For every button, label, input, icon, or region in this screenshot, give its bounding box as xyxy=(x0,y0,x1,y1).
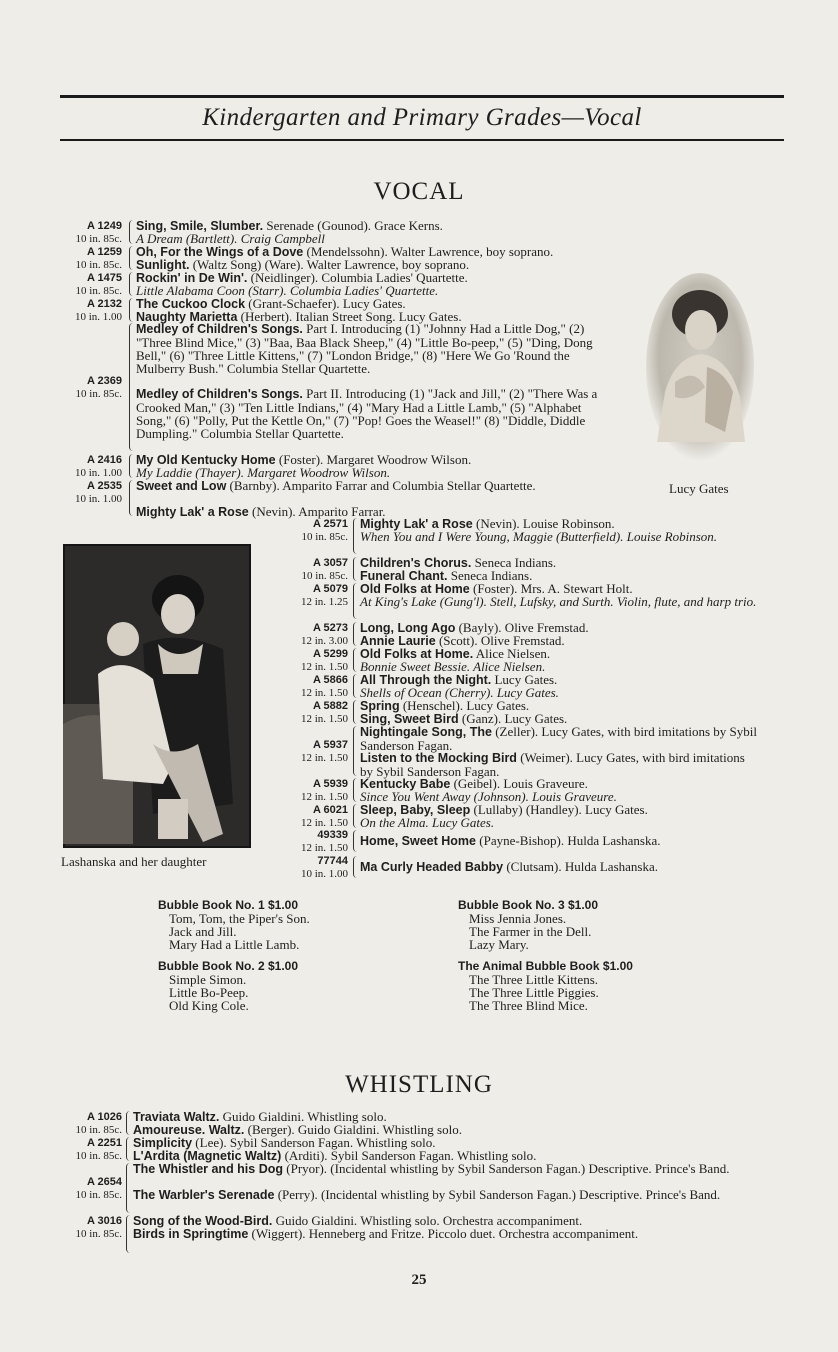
song-title: Long, Long Ago xyxy=(360,621,456,635)
bubble-book-item: The Three Little Piggies. xyxy=(469,985,599,1000)
catalog-number xyxy=(270,829,348,855)
song-details: Bonnie Sweet Bessie. Alice Nielsen. xyxy=(360,659,546,674)
song-title: Old Folks at Home xyxy=(360,582,470,596)
record-side-a xyxy=(360,725,760,752)
song-details: When You and I Were Young, Maggie (Butterfield). Louise Robinson. xyxy=(360,529,718,544)
song-details: At King's Lake (Gung'l). Stell, Lufsky, and Surth. Violin, flute, and harp trio. xyxy=(360,594,757,609)
song-details: (Clutsam). Hulda Lashanska. xyxy=(503,859,658,874)
song-details: On the Alma. Lucy Gates. xyxy=(360,815,495,830)
song-details: Part I. Introducing (1) "Johnny Had a Little Dog," (2) "Three Blind Mice," (3) "Baa, Baa Black Sheep," (4) "Little Bo-peep," (5) "Ding, Dong Bell," (6) "Three Little Kittens," (7) "London Bridge," (8) "Here We Go 'Round the Mulberry Bush." Columbia Stellar Quartette. xyxy=(136,321,593,376)
song-title: Amoureuse. Waltz. xyxy=(133,1123,245,1137)
catalog-number xyxy=(270,583,348,609)
record-size-price: 12 in. 1.50 xyxy=(300,817,348,829)
catalog-number xyxy=(270,518,348,544)
record-size-price: 10 in. 1.00 xyxy=(74,311,122,323)
song-title: Medley of Children's Songs. xyxy=(136,387,303,401)
bubble-book-item: Old King Cole. xyxy=(169,998,249,1013)
record-size-price: 10 in. 85c. xyxy=(75,285,122,297)
song-title: Oh, For the Wings of a Dove xyxy=(136,245,304,259)
catalog-number xyxy=(270,804,348,830)
song-details: Shells of Ocean (Cherry). Lucy Gates. xyxy=(360,685,559,700)
bubble-book-item: Miss Jennia Jones. xyxy=(469,911,567,926)
catalog-number xyxy=(270,739,348,765)
brace xyxy=(353,778,360,802)
record-side-b xyxy=(360,816,494,829)
caption-lashanska: Lashanska and her daughter xyxy=(61,854,207,869)
record-side-a xyxy=(133,1162,763,1176)
song-title: L'Ardita (Magnetic Waltz) xyxy=(133,1149,282,1163)
bubble-book-item: Tom, Tom, the Piper's Son. xyxy=(169,911,310,926)
catalog-number xyxy=(270,855,348,881)
song-title: Annie Laurie xyxy=(360,634,436,648)
record-number: A 6021 xyxy=(312,804,348,816)
song-details: A Dream (Bartlett). Craig Campbell xyxy=(136,231,325,246)
song-details: Guido Gialdini. Whistling solo. Orchestra accompaniment. xyxy=(272,1213,583,1228)
record-size-price: 10 in. 85c. xyxy=(301,570,348,582)
record-side-a xyxy=(136,322,608,375)
song-details: (Neidlinger). Columbia Ladies' Quartette. xyxy=(247,270,468,285)
song-title: Nightingale Song, The xyxy=(360,725,492,739)
record-number: A 1249 xyxy=(86,220,122,232)
bubble-book xyxy=(158,899,310,951)
song-details: Serenade (Gounod). Grace Kerns. xyxy=(263,218,443,233)
song-details: (Zeller). Lucy Gates, with bird imitations by Sybil Sanderson Fagan. xyxy=(360,724,757,753)
record-side-a xyxy=(136,479,612,493)
bubble-book-item: The Three Little Kittens. xyxy=(469,972,598,987)
brace xyxy=(129,246,136,270)
record-side-b xyxy=(133,1188,763,1202)
record-number: A 2654 xyxy=(86,1176,122,1188)
bubble-book-item: The Farmer in the Dell. xyxy=(469,924,592,939)
song-details: My Laddie (Thayer). Margaret Woodrow Wilson. xyxy=(136,465,391,480)
record-side-b xyxy=(360,751,760,778)
section-title-vocal: VOCAL xyxy=(373,178,465,205)
record-number: 77744 xyxy=(317,855,348,867)
catalog-number xyxy=(40,220,122,246)
song-details: (Waltz Song) (Ware). Walter Lawrence, boy soprano. xyxy=(189,257,470,272)
song-details: (Grant-Schaefer). Lucy Gates. xyxy=(245,296,406,311)
record-size-price: 10 in. 85c. xyxy=(75,1228,122,1240)
song-details: Alice Nielsen. xyxy=(473,646,551,661)
catalog-number xyxy=(270,648,348,674)
brace xyxy=(129,220,136,244)
record-side-b xyxy=(360,595,760,608)
song-title: Mighty Lak' a Rose xyxy=(136,505,249,519)
song-details: (Wiggert). Henneberg and Fritze. Piccolo duet. Orchestra accompaniment. xyxy=(248,1226,639,1241)
lucy-gates-portrait xyxy=(645,272,755,462)
catalog-number xyxy=(270,700,348,726)
song-details: (Arditi). Sybil Sanderson Fagan. Whistling solo. xyxy=(281,1148,537,1163)
record-size-price: 10 in. 1.00 xyxy=(300,868,348,880)
lashanska-photo xyxy=(63,544,251,848)
song-title: Sweet and Low xyxy=(136,479,227,493)
record-side-b xyxy=(133,1227,763,1241)
record-size-price: 12 in. 1.50 xyxy=(300,687,348,699)
song-title: Ma Curly Headed Babby xyxy=(360,860,504,874)
song-title: Simplicity xyxy=(133,1136,193,1150)
song-details: (Perry). (Incidental whistling by Sybil Sanderson Fagan.) Descriptive. Prince's Band. xyxy=(274,1187,721,1202)
song-details: Seneca Indians. xyxy=(471,555,557,570)
record-side-b xyxy=(136,387,608,440)
section-title-whistling: WHISTLING xyxy=(345,1071,493,1098)
bubble-book-title: The Animal Bubble Book $1.00 xyxy=(458,959,633,973)
record-size-price: 10 in. 85c. xyxy=(75,259,122,271)
song-details: (Henschel). Lucy Gates. xyxy=(399,698,530,713)
catalog-number xyxy=(40,272,122,298)
song-title: Old Folks at Home. xyxy=(360,647,474,661)
song-title: The Warbler's Serenade xyxy=(133,1188,275,1202)
brace xyxy=(129,298,136,322)
record-size-price: 12 in. 1.50 xyxy=(300,842,348,854)
record-number: A 5866 xyxy=(312,674,348,686)
song-details: (Ganz). Lucy Gates. xyxy=(458,711,568,726)
record-size-price: 10 in. 1.00 xyxy=(74,493,122,505)
bubble-book xyxy=(458,960,633,1012)
song-title: Listen to the Mocking Bird xyxy=(360,751,517,765)
brace xyxy=(353,622,360,646)
record-number: A 5299 xyxy=(312,648,348,660)
record-size-price: 10 in. 85c. xyxy=(75,388,122,400)
record-size-price: 10 in. 85c. xyxy=(301,531,348,543)
record-side-a xyxy=(360,834,661,848)
song-title: Children's Chorus. xyxy=(360,556,472,570)
record-number: A 5937 xyxy=(312,739,348,751)
catalog-number xyxy=(270,622,348,648)
record-number: A 5273 xyxy=(312,622,348,634)
brace xyxy=(353,518,360,554)
song-details: (Bayly). Olive Fremstad. xyxy=(455,620,589,635)
catalog-number xyxy=(40,480,122,506)
catalog-number xyxy=(40,246,122,272)
record-number: A 3016 xyxy=(86,1215,122,1227)
catalog-number xyxy=(40,1176,122,1202)
brace xyxy=(353,830,360,852)
brace xyxy=(126,1137,133,1161)
record-number: A 1026 xyxy=(86,1111,122,1123)
song-title: Spring xyxy=(360,699,400,713)
record-side-a xyxy=(360,860,658,874)
song-title: Mighty Lak' a Rose xyxy=(360,517,473,531)
song-title: My Old Kentucky Home xyxy=(136,453,276,467)
record-side-b xyxy=(136,232,325,245)
song-details: Little Alabama Coon (Starr). Columbia Ladies' Quartette. xyxy=(136,283,439,298)
record-size-price: 12 in. 1.25 xyxy=(300,596,348,608)
brace xyxy=(353,648,360,672)
song-details: (Scott). Olive Fremstad. xyxy=(435,633,565,648)
brace xyxy=(129,272,136,296)
record-number: A 2535 xyxy=(86,480,122,492)
bubble-book-title: Bubble Book No. 1 $1.00 xyxy=(158,898,299,912)
song-details: Guido Gialdini. Whistling solo. xyxy=(219,1109,387,1124)
song-details: (Mendelssohn). Walter Lawrence, boy soprano. xyxy=(303,244,554,259)
song-title: All Through the Night. xyxy=(360,673,492,687)
song-details: (Herbert). Italian Street Song. Lucy Gates. xyxy=(237,309,462,324)
record-number: A 3057 xyxy=(312,557,348,569)
brace xyxy=(126,1215,133,1253)
song-details: (Weimer). Lucy Gates, with bird imitations by Sybil Sanderson Fagan. xyxy=(360,750,745,779)
record-side-b xyxy=(136,505,386,519)
page-number: 25 xyxy=(411,1272,427,1288)
catalog-number xyxy=(40,298,122,324)
bubble-book-title: Bubble Book No. 2 $1.00 xyxy=(158,959,299,973)
song-details: Since You Went Away (Johnson). Louis Graveure. xyxy=(360,789,617,804)
header-rule-bottom xyxy=(60,139,784,141)
brace xyxy=(353,700,360,724)
song-details: Lucy Gates. xyxy=(491,672,558,687)
brace xyxy=(353,856,360,878)
bubble-book-item: Lazy Mary. xyxy=(469,937,529,952)
song-details: (Pryor). (Incidental whistling by Sybil Sanderson Fagan.) Descriptive. Prince's Band. xyxy=(283,1161,730,1176)
song-title: Birds in Springtime xyxy=(133,1227,249,1241)
page-header: Kindergarten and Primary Grades—Vocal xyxy=(202,104,642,131)
song-title: Rockin' in De Win'. xyxy=(136,271,248,285)
record-size-price: 10 in. 1.00 xyxy=(74,467,122,479)
record-size-price: 10 in. 85c. xyxy=(75,1150,122,1162)
bubble-book-item: The Three Blind Mice. xyxy=(469,998,588,1013)
record-size-price: 12 in. 1.50 xyxy=(300,661,348,673)
catalog-number xyxy=(270,674,348,700)
brace xyxy=(126,1111,133,1135)
record-number: A 2251 xyxy=(86,1137,122,1149)
record-side-b xyxy=(360,530,760,543)
brace xyxy=(129,323,136,451)
song-details: (Nevin). Louise Robinson. xyxy=(472,516,615,531)
record-size-price: 12 in. 3.00 xyxy=(300,635,348,647)
bubble-book-item: Simple Simon. xyxy=(169,972,247,987)
record-size-price: 10 in. 85c. xyxy=(75,233,122,245)
bubble-book xyxy=(458,899,598,951)
record-number: A 1259 xyxy=(86,246,122,258)
record-number: 49339 xyxy=(317,829,348,841)
catalog-number xyxy=(40,454,122,480)
brace xyxy=(129,480,136,516)
brace xyxy=(353,804,360,828)
song-details: Seneca Indians. xyxy=(447,568,533,583)
bubble-book-item: Jack and Jill. xyxy=(169,924,237,939)
song-title: Sing, Sweet Bird xyxy=(360,712,459,726)
brace xyxy=(353,557,360,581)
record-size-price: 10 in. 85c. xyxy=(75,1124,122,1136)
song-title: Sing, Smile, Slumber. xyxy=(136,219,264,233)
song-details: (Geibel). Louis Graveure. xyxy=(450,776,588,791)
song-title: Medley of Children's Songs. xyxy=(136,322,303,336)
bubble-book-item: Mary Had a Little Lamb. xyxy=(169,937,300,952)
bubble-book xyxy=(158,960,298,1012)
song-title: Traviata Waltz. xyxy=(133,1110,220,1124)
song-details: (Lee). Sybil Sanderson Fagan. Whistling solo. xyxy=(192,1135,436,1150)
brace xyxy=(129,454,136,478)
song-title: Kentucky Babe xyxy=(360,777,451,791)
bubble-book-item: Little Bo-Peep. xyxy=(169,985,249,1000)
song-title: Home, Sweet Home xyxy=(360,834,477,848)
catalog-number xyxy=(40,1111,122,1137)
song-details: (Berger). Guido Gialdini. Whistling solo. xyxy=(244,1122,462,1137)
bubble-book-title: Bubble Book No. 3 $1.00 xyxy=(458,898,599,912)
brace xyxy=(353,674,360,698)
song-title: The Cuckoo Clock xyxy=(136,297,246,311)
song-details: (Nevin). Amparito Farrar. xyxy=(248,504,386,519)
catalog-number xyxy=(40,1215,122,1241)
song-title: Sleep, Baby, Sleep xyxy=(360,803,471,817)
song-details: (Foster). Mrs. A. Stewart Holt. xyxy=(469,581,633,596)
record-number: A 2416 xyxy=(86,454,122,466)
record-number: A 2132 xyxy=(86,298,122,310)
brace xyxy=(353,726,360,776)
song-title: Naughty Marietta xyxy=(136,310,238,324)
record-size-price: 12 in. 1.50 xyxy=(300,752,348,764)
record-number: A 5939 xyxy=(312,778,348,790)
song-details: (Payne-Bishop). Hulda Lashanska. xyxy=(476,833,661,848)
header-rule-top xyxy=(60,95,784,98)
song-details: (Barnby). Amparito Farrar and Columbia Stellar Quartette. xyxy=(226,478,536,493)
record-size-price: 12 in. 1.50 xyxy=(300,713,348,725)
catalog-number xyxy=(40,375,122,401)
song-title: Sunlight. xyxy=(136,258,190,272)
catalog-number xyxy=(270,557,348,583)
catalog-number xyxy=(270,778,348,804)
song-details: Part II. Introducing (1) "Jack and Jill," (2) "There Was a Crooked Man," (3) "Ten Little Indians," (4) "Mary Had a Little Lamb," (5) "Alphabet Song," (6) "Polly, Put the Kettle On," (7) "Pop! Goes the Weasel!" (8) "Diddle, Diddle Dumpling." Columbia Stellar Quartette. xyxy=(136,386,598,441)
record-size-price: 10 in. 85c. xyxy=(75,1189,122,1201)
song-details: (Foster). Margaret Woodrow Wilson. xyxy=(275,452,472,467)
catalog-number xyxy=(40,1137,122,1163)
brace xyxy=(353,583,360,619)
song-title: The Whistler and his Dog xyxy=(133,1162,284,1176)
song-title: Song of the Wood-Bird. xyxy=(133,1214,273,1228)
record-number: A 5882 xyxy=(312,700,348,712)
record-number: A 2571 xyxy=(312,518,348,530)
caption-lucy-gates: Lucy Gates xyxy=(669,481,729,496)
record-number: A 2369 xyxy=(86,375,122,387)
record-number: A 5079 xyxy=(312,583,348,595)
song-details: (Lullaby) (Handley). Lucy Gates. xyxy=(470,802,648,817)
brace xyxy=(126,1163,133,1213)
record-size-price: 12 in. 1.50 xyxy=(300,791,348,803)
record-number: A 1475 xyxy=(86,272,122,284)
song-title: Funeral Chant. xyxy=(360,569,448,583)
